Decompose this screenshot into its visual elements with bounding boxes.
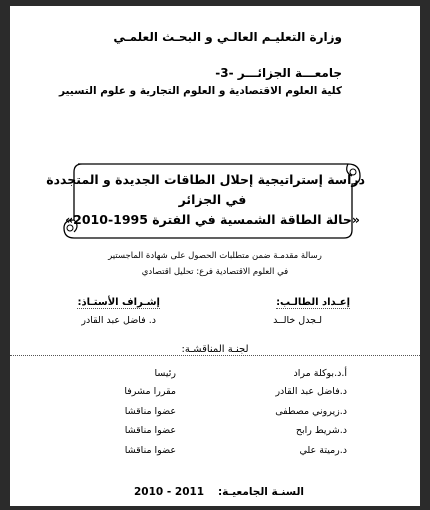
committee-heading: لجنـة المناقشـة: [10,344,420,356]
subtitle-line-2: في العلوم الاقتصادية فرع: تحليل اقتصادي [141,267,289,277]
faculty-line: كلية العلوم الاقتصادية و العلوم التجارية و علوم التسيير [58,85,342,97]
committee-member-name: د.شريط رابح [295,425,347,436]
committee-member-name: د.رميتة علي [299,445,347,456]
committee-member-role: عضوا مناقشا [124,445,176,456]
committee-member-role: رئيسا [154,368,176,379]
title-line-1: دراسة إستراتيجية إحلال الطاقات الجديدة و المتجددة [46,172,365,187]
committee-member-name: د.زيروني مصطفى [275,406,347,417]
university-line: جامعـــة الجزائـــر -3- [215,66,342,80]
committee-member-role: عضوا مناقشا [124,425,176,436]
document-page [10,6,420,506]
title-line-3: «حالة الطاقة الشمسية في الفترة 1995-2010» [65,212,360,227]
title-line-2: في الجزائر [178,192,247,207]
supervisor-name: د. فاضل عبد القادر [81,315,156,326]
supervisor-label: إشـراف الأستـاذ: [77,297,160,308]
academic-year-value: 2010 - 2011 [134,486,205,498]
student-label: إعـداد الطالـب: [276,297,350,308]
student-name: لـجدل خالــد [273,315,322,326]
committee-member-name: أ.د.بوكلة مراد [293,368,347,379]
academic-year-label: السنـة الجامعيـة: [217,486,304,498]
title-scroll-banner [46,154,365,242]
ministry-line: وزارة التعليـم العالـي و البحـث العلمـي [113,30,342,44]
committee-member-role: مقررا مشرفا [124,386,176,397]
committee-member-role: عضوا مناقشا [124,406,176,417]
committee-member-name: د.فاضل عبد القادر [275,386,347,397]
subtitle-line-1: رسالة مقدمـة ضمن متطلبات الحصول على شهادة الماجستير [108,251,322,261]
